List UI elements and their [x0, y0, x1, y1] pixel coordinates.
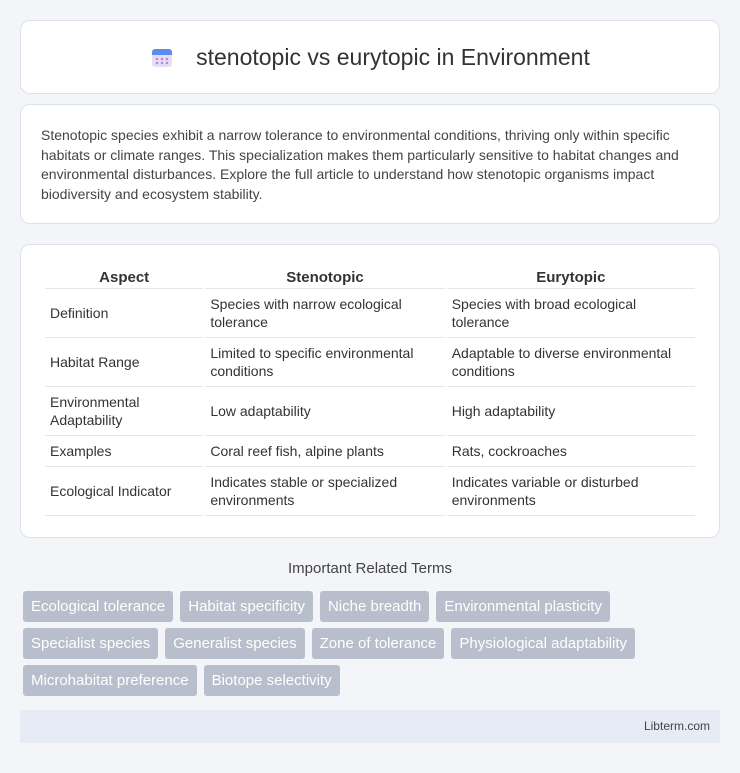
column-header: Aspect: [45, 265, 203, 289]
related-term-tag[interactable]: Physiological adaptability: [451, 628, 635, 659]
related-terms-list: [23, 591, 723, 702]
table-cell: Rats, cockroaches: [447, 436, 695, 467]
table-cell: Habitat Range: [45, 338, 203, 387]
related-term-tag[interactable]: Generalist species: [165, 628, 304, 659]
related-term-tag[interactable]: Biotope selectivity: [204, 665, 340, 696]
related-term-tag[interactable]: Environmental plasticity: [436, 591, 610, 622]
table-cell: Adaptable to diverse environmental conditions: [447, 338, 695, 387]
table-cell: Definition: [45, 289, 203, 338]
footer: [20, 710, 720, 743]
related-terms-title: Important Related Terms: [288, 560, 452, 577]
intro-text: Stenotopic species exhibit a narrow tolerance to environmental conditions, thriving only within specific habitats or climate ranges. This specialization makes them particularly sensitive to habitat changes and environmental disturbances. Explore the full article to understand how stenotopic organisms impact biodiversity and ecosystem stability.: [41, 127, 679, 202]
footer-site-link[interactable]: Libterm.com: [643, 719, 710, 733]
table-cell: Coral reef fish, alpine plants: [205, 436, 444, 467]
table-header-row: [45, 265, 695, 289]
table-cell: Environmental Adaptability: [45, 387, 203, 436]
table-cell: Species with narrow ecological tolerance: [205, 289, 444, 338]
page-title: stenotopic vs eurytopic in Environment: [196, 43, 590, 70]
intro-card: [20, 104, 720, 224]
table-cell: Ecological Indicator: [45, 467, 203, 516]
related-term-tag[interactable]: Zone of tolerance: [312, 628, 445, 659]
table-cell: Species with broad ecological tolerance: [447, 289, 695, 338]
table-cell: Low adaptability: [205, 387, 444, 436]
table-row: [45, 467, 695, 516]
calendar-icon: [150, 45, 174, 69]
column-header: Stenotopic: [205, 265, 444, 289]
related-term-tag[interactable]: Microhabitat preference: [23, 665, 197, 696]
table-row: [45, 387, 695, 436]
comparison-table: [43, 265, 697, 516]
table-cell: High adaptability: [447, 387, 695, 436]
table-row: [45, 338, 695, 387]
table-cell: Indicates stable or specialized environments: [205, 467, 444, 516]
header-card: [20, 20, 720, 94]
related-term-tag[interactable]: Niche breadth: [320, 591, 429, 622]
related-term-tag[interactable]: Specialist species: [23, 628, 158, 659]
related-term-tag[interactable]: Habitat specificity: [180, 591, 313, 622]
table-row: [45, 289, 695, 338]
related-term-tag[interactable]: Ecological tolerance: [23, 591, 173, 622]
table-cell: Indicates variable or disturbed environments: [447, 467, 695, 516]
table-cell: Examples: [45, 436, 203, 467]
column-header: Eurytopic: [447, 265, 695, 289]
comparison-table-card: [20, 244, 720, 538]
table-cell: Limited to specific environmental conditions: [205, 338, 444, 387]
table-row: [45, 436, 695, 467]
